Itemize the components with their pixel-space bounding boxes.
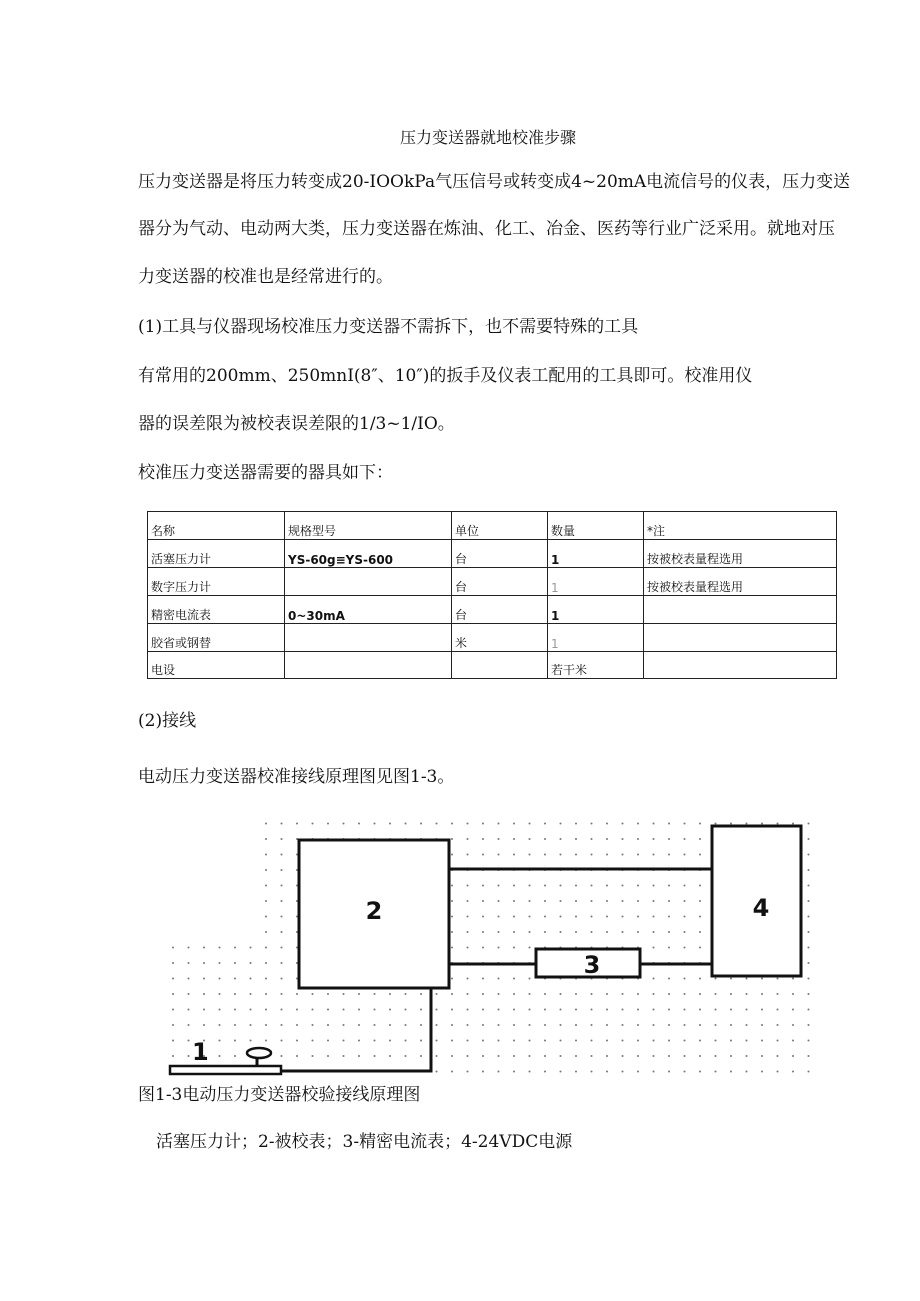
- header-cell: 名称: [148, 512, 285, 540]
- equipment-table: [147, 511, 837, 679]
- table-header-row: [148, 512, 837, 540]
- table-cell: 台: [452, 568, 548, 596]
- section-1-line-3: 器的误差限为被校表误差限的1/3~1/IO。: [138, 414, 455, 434]
- table-cell: 0~30mA: [285, 596, 452, 624]
- table-cell: 若干米: [548, 652, 644, 679]
- page-title: 压力变送器就地校准步骤: [400, 128, 577, 147]
- table-cell: [285, 624, 452, 652]
- figure-caption: 图1-3电动压力变送器校验接线原理图: [138, 1085, 421, 1105]
- table-row: [148, 596, 837, 624]
- table-cell: 按被校表量程选用: [644, 540, 837, 568]
- table-cell: [285, 652, 452, 679]
- label-4: 4: [752, 894, 770, 922]
- table-cell: [644, 652, 837, 679]
- table-cell: 米: [452, 624, 548, 652]
- header-cell: 规格型号: [285, 512, 452, 540]
- section-2-heading: (2)接线: [138, 711, 197, 731]
- label-1: 1: [192, 1038, 209, 1066]
- table-row: [148, 540, 837, 568]
- table-cell: [285, 568, 452, 596]
- table-cell: 数字压力计: [148, 568, 285, 596]
- wiring-diagram: [140, 806, 830, 1088]
- table-cell: 台: [452, 540, 548, 568]
- table-cell: 活塞压力计: [148, 540, 285, 568]
- table-row: [148, 652, 837, 679]
- section-1-line-2: 有常用的200mm、250mnI(8″、10″)的扳手及仪表工配用的工具即可。校准用仪: [138, 366, 753, 386]
- section-2-text: 电动压力变送器校准接线原理图见图1-3。: [138, 767, 455, 787]
- section-1-line-1: (1)工具与仪器现场校准压力变送器不需拆下，也不需要特殊的工具: [138, 317, 639, 337]
- intro-line-1: 压力变送器是将压力转变成20-IOOkPa气压信号或转变成4~20mA电流信号的仪表，压力变送: [138, 172, 851, 192]
- table-cell: 1: [548, 596, 644, 624]
- tools-intro: 校准压力变送器需要的器具如下：: [138, 463, 393, 483]
- table-row: [148, 624, 837, 652]
- table-cell: 1: [548, 568, 644, 596]
- table-cell: 台: [452, 596, 548, 624]
- table-cell: 1: [548, 540, 644, 568]
- table-cell: [644, 596, 837, 624]
- table-cell: 电设: [148, 652, 285, 679]
- intro-line-2: 器分为气动、电动两大类，压力变送器在炼油、化工、冶金、医药等行业广泛采用。就地对压: [138, 219, 835, 239]
- header-cell: 数量: [548, 512, 644, 540]
- label-3: 3: [583, 951, 601, 979]
- table-cell: 精密电流表: [148, 596, 285, 624]
- table-cell: 按被校表量程选用: [644, 568, 837, 596]
- header-cell: 单位: [452, 512, 548, 540]
- table-row: [148, 568, 837, 596]
- table-cell: 1: [548, 624, 644, 652]
- table-cell: 胶省或钢替: [148, 624, 285, 652]
- table-cell: [452, 652, 548, 679]
- table-cell: [644, 624, 837, 652]
- figure-legend: 活塞压力计；2-被校表；3-精密电流表；4-24VDC电源: [156, 1132, 573, 1152]
- intro-line-3: 力变送器的校准也是经常进行的。: [138, 267, 393, 287]
- header-cell: *注: [644, 512, 837, 540]
- label-2: 2: [365, 897, 383, 925]
- table-cell: YS-60g≡YS-600: [285, 540, 452, 568]
